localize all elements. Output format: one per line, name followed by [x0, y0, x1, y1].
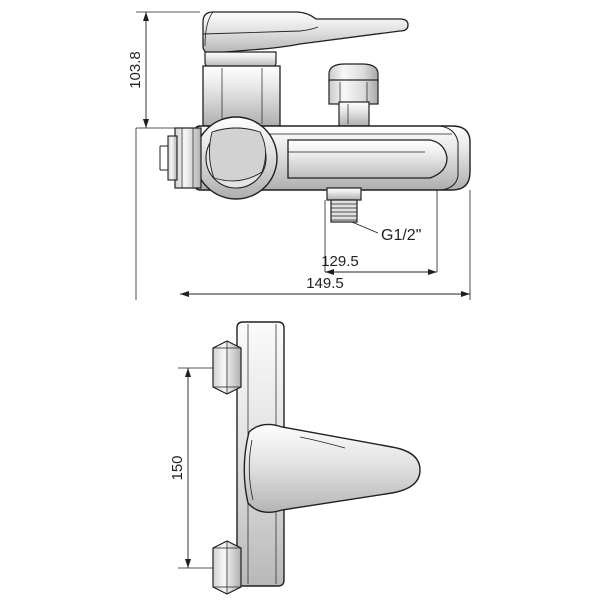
- spout: [288, 140, 447, 178]
- dimension-width-149.5: [180, 275, 470, 297]
- thread-label-text: G1/2": [381, 227, 422, 244]
- dimension-height-103.8: [127, 12, 149, 128]
- dimension-label-height: 103.8: [127, 51, 144, 89]
- dimension-centres-150: [169, 368, 191, 568]
- inlet-connector-left: [160, 128, 201, 188]
- side-elevation-view: [169, 322, 420, 594]
- escutcheon-ring: [195, 117, 277, 199]
- dimension-label-149-5: 149.5: [306, 275, 344, 292]
- inlet-nut-bottom: [213, 541, 241, 594]
- diverter-knob: [329, 64, 378, 126]
- cartridge-housing: [203, 52, 280, 126]
- lever-handle: [203, 12, 408, 53]
- annotation-outlet-thread: [352, 222, 421, 244]
- shower-outlet-thread: [327, 188, 361, 222]
- dimension-spout-129.5: [321, 253, 437, 275]
- inlet-nut-top: [213, 341, 241, 394]
- lever-handle-side: [244, 424, 420, 512]
- dimension-label-150: 150: [169, 455, 186, 481]
- dimension-label-129-5: 129.5: [321, 253, 359, 270]
- front-elevation-view: [127, 12, 470, 300]
